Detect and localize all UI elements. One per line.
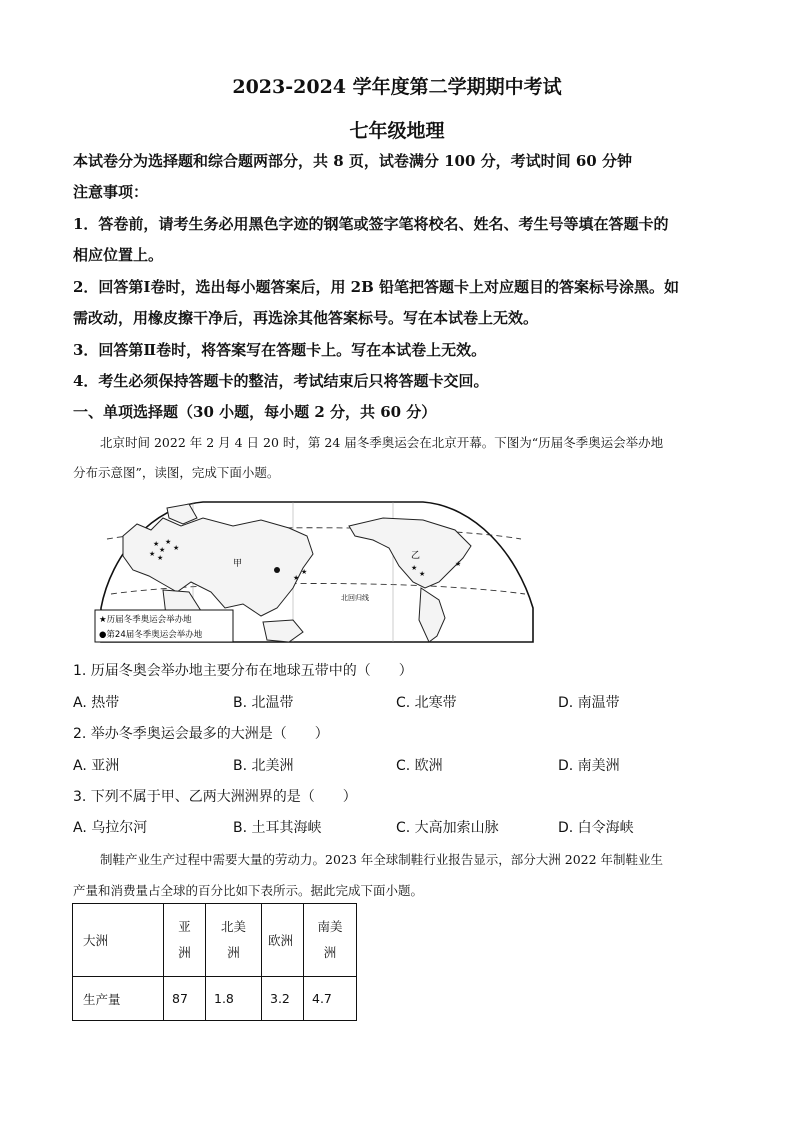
- table-cell-asia: 87: [172, 991, 188, 1006]
- question-2-option-c[interactable]: C. 欧洲: [396, 758, 443, 774]
- shoe-production-table: [72, 903, 357, 1021]
- question-2-stem: 2. 举办冬季奥运会最多的大洲是（ ）: [73, 726, 329, 742]
- question-3-option-d[interactable]: D. 白令海峡: [558, 820, 634, 836]
- svg-text:★: ★: [301, 568, 308, 576]
- map-legend-item-1: ★历届冬季奥运会举办地: [99, 615, 192, 625]
- question-1-option-d[interactable]: D. 南温带: [558, 695, 620, 711]
- table-header-label: 大洲: [83, 933, 109, 948]
- table-cell-europe: 3.2: [270, 991, 290, 1006]
- svg-text:★: ★: [165, 538, 172, 546]
- table-header-row: [73, 904, 357, 977]
- notice-item-3: 3．回答第Ⅱ卷时，将答案写在答题卡上。写在本试卷上无效。: [73, 341, 487, 359]
- section-heading: 一、单项选择题（30 小题，每小题 2 分，共 60 分）: [73, 403, 437, 421]
- map-label-yi: 乙: [411, 551, 421, 561]
- svg-text:★: ★: [455, 560, 462, 568]
- passage-2-line-2: 产量和消费量占全球的百分比如下表所示。据此完成下面小题。: [73, 883, 424, 898]
- table-row: [73, 977, 357, 1021]
- map-label-tropic: 北回归线: [341, 594, 369, 602]
- table-cell-north-america: 1.8: [214, 991, 234, 1006]
- passage-1-line-2: 分布示意图”，读图，完成下面小题。: [73, 465, 280, 480]
- svg-text:★: ★: [411, 564, 418, 572]
- exam-intro: 本试卷分为选择题和综合题两部分，共 8 页，试卷满分 100 分，考试时间 60 分钟: [73, 152, 632, 170]
- question-3-stem: 3. 下列不属于甲、乙两大洲洲界的是（ ）: [73, 789, 357, 805]
- svg-text:★: ★: [293, 574, 300, 582]
- notice-item-2-line-1: 2．回答第Ⅰ卷时，选出每小题答案后，用 2B 铅笔把答题卡上对应题目的答案标号涂黑。如: [73, 278, 680, 296]
- table-row-label: 生产量: [83, 991, 121, 1007]
- question-2-option-a[interactable]: A. 亚洲: [73, 758, 120, 774]
- notice-item-1-line-1: 1．答卷前，请考生务必用黑色字迹的钢笔或签字笔将校名、姓名、考生号等填在答题卡的: [73, 215, 669, 233]
- notice-heading: 注意事项：: [73, 183, 149, 201]
- exam-title: 2023-2024 学年度第二学期期中考试: [232, 76, 562, 98]
- notice-item-1-line-2: 相应位置上。: [73, 246, 164, 264]
- question-3-option-a[interactable]: A. 乌拉尔河: [73, 820, 148, 836]
- svg-text:★: ★: [173, 544, 180, 552]
- question-1-option-c[interactable]: C. 北寒带: [396, 695, 457, 711]
- svg-text:★: ★: [157, 554, 164, 562]
- question-1-option-a[interactable]: A. 热带: [73, 695, 120, 711]
- question-2-option-b[interactable]: B. 北美洲: [233, 758, 294, 774]
- passage-1-line-1: 北京时间 2022 年 2 月 4 日 20 时，第 24 届冬季奥运会在北京开幕。下图为“历届冬季奥运会举办地: [100, 435, 664, 450]
- svg-text:★: ★: [159, 546, 166, 554]
- map-label-jia: 甲: [233, 559, 243, 569]
- table-col-north-america: 北美洲: [220, 919, 246, 960]
- question-1-stem: 1. 历届冬奥会举办地主要分布在地球五带中的（ ）: [73, 663, 413, 679]
- notice-item-2-line-2: 需改动，用橡皮擦干净后，再选涂其他答案标号。写在本试卷上无效。: [73, 309, 539, 327]
- table-cell-south-america: 4.7: [312, 991, 332, 1006]
- svg-text:★: ★: [419, 570, 426, 578]
- question-3-option-b[interactable]: B. 土耳其海峡: [233, 820, 322, 836]
- table-col-europe: 欧洲: [268, 933, 294, 948]
- notice-item-4: 4．考生必须保持答题卡的整洁，考试结束后只将答题卡交回。: [73, 372, 489, 390]
- exam-subtitle: 七年级地理: [349, 120, 445, 142]
- question-3-option-c[interactable]: C. 大高加索山脉: [396, 820, 499, 836]
- question-2-option-d[interactable]: D. 南美洲: [558, 758, 620, 774]
- table-col-south-america: 南美洲: [317, 919, 343, 960]
- winter-olympics-map: [93, 496, 535, 644]
- passage-2-line-1: 制鞋产业生产过程中需要大量的劳动力。2023 年全球制鞋行业报告显示，部分大洲 2022 年制鞋业生: [100, 852, 664, 867]
- question-1-option-b[interactable]: B. 北温带: [233, 695, 294, 711]
- svg-text:★: ★: [153, 540, 160, 548]
- map-legend-item-2: ●第24届冬季奥运会举办地: [99, 630, 203, 640]
- table-col-asia: 亚洲: [178, 919, 191, 960]
- svg-text:★: ★: [149, 550, 156, 558]
